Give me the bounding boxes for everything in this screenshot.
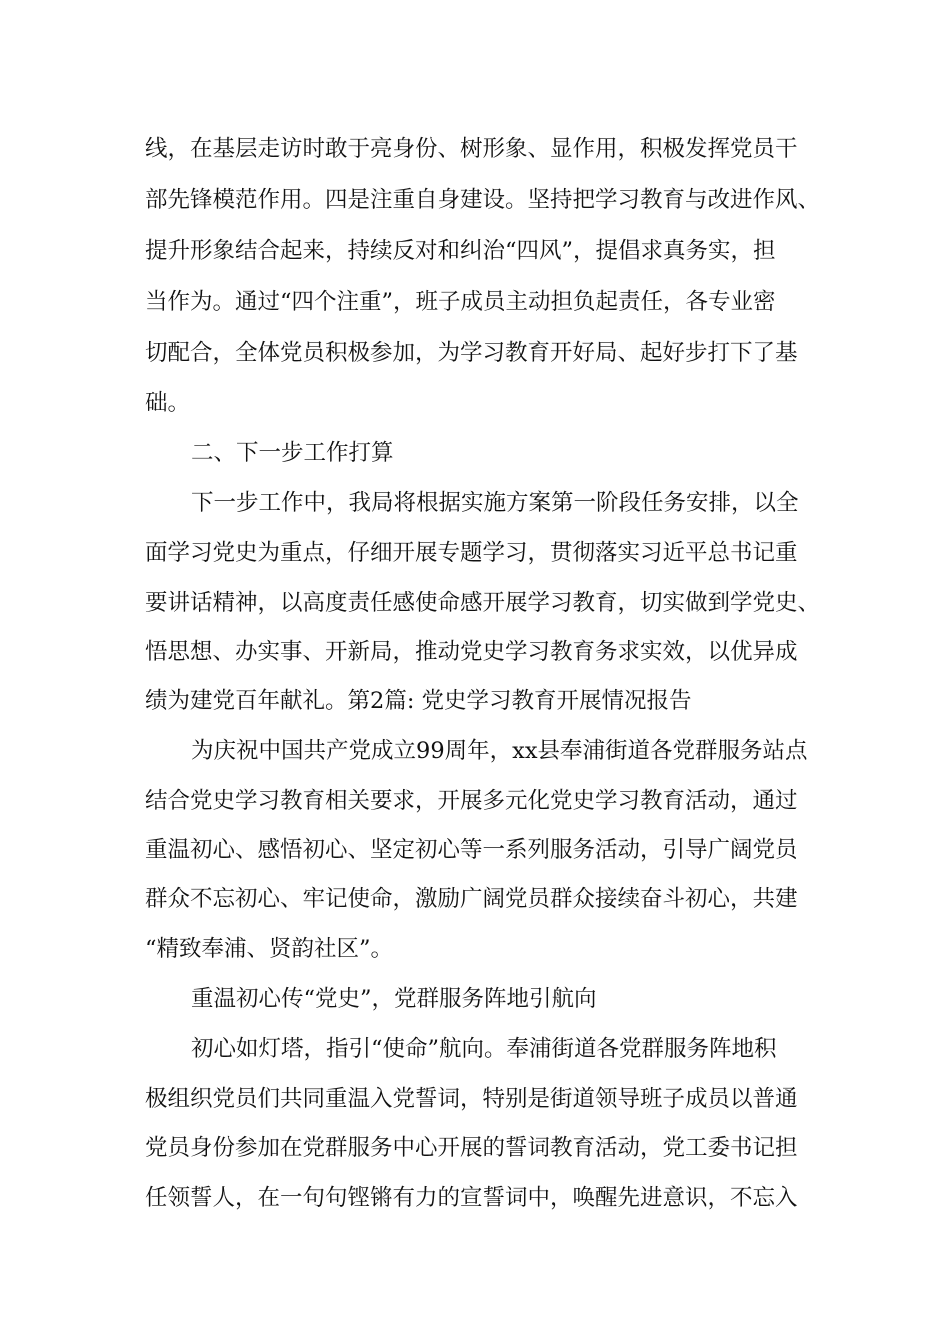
text-line: 要讲话精神，以高度责任感使命感开展学习教育，切实做到学党史、 — [145, 590, 821, 616]
text-line: 任领誓人，在一句句铿锵有力的宣誓词中，唤醒先进意识，不忘入 — [145, 1185, 798, 1211]
section-heading: 二、下一步工作打算 — [191, 440, 394, 466]
text-line: 面学习党史为重点，仔细开展专题学习，贯彻落实习近平总书记重 — [145, 540, 798, 566]
text-line: 切配合，全体党员积极参加，为学习教育开好局、起好步打下了基 — [145, 340, 798, 366]
text-line: 重温初心、感悟初心、坚定初心等一系列服务活动，引导广阔党员 — [145, 837, 798, 863]
text-line: 极组织党员们共同重温入党誓词，特别是街道领导班子成员以普通 — [145, 1086, 798, 1112]
text-line: 部先锋模范作用。四是注重自身建设。坚持把学习教育与改进作风、 — [145, 187, 821, 213]
paragraph-first-line: 为庆祝中国共产党成立99周年，xx县奉浦街道各党群服务站点 — [191, 738, 808, 764]
paragraph-first-line: 下一步工作中，我局将根据实施方案第一阶段任务安排，以全 — [191, 490, 799, 516]
text-line: 提升形象结合起来，持续反对和纠治“四风”，提倡求真务实，担 — [145, 238, 776, 264]
text-line: 党员身份参加在党群服务中心开展的誓词教育活动，党工委书记担 — [145, 1135, 798, 1161]
text-line: 当作为。通过“四个注重”，班子成员主动担负起责任，各专业密 — [145, 289, 776, 315]
text-line: 结合党史学习教育相关要求，开展多元化党史学习教育活动，通过 — [145, 788, 798, 814]
text-line: 悟思想、办实事、开新局，推动党史学习教育务求实效，以优异成 — [145, 639, 798, 665]
text-line: 线，在基层走访时敢于亮身份、树形象、显作用，积极发挥党员干 — [145, 136, 798, 162]
text-line: “精致奉浦、贤韵社区”。 — [145, 936, 394, 962]
paragraph-first-line: 初心如灯塔，指引“使命”航向。奉浦街道各党群服务阵地积 — [191, 1036, 777, 1062]
subsection-heading: 重温初心传“党史”，党群服务阵地引航向 — [191, 986, 597, 1012]
text-line: 础。 — [145, 390, 191, 416]
text-line: 群众不忘初心、牢记使命，激励广阔党员群众接续奋斗初心，共建 — [145, 886, 798, 912]
text-line: 绩为建党百年献礼。第2篇: 党史学习教育开展情况报告 — [145, 688, 692, 714]
